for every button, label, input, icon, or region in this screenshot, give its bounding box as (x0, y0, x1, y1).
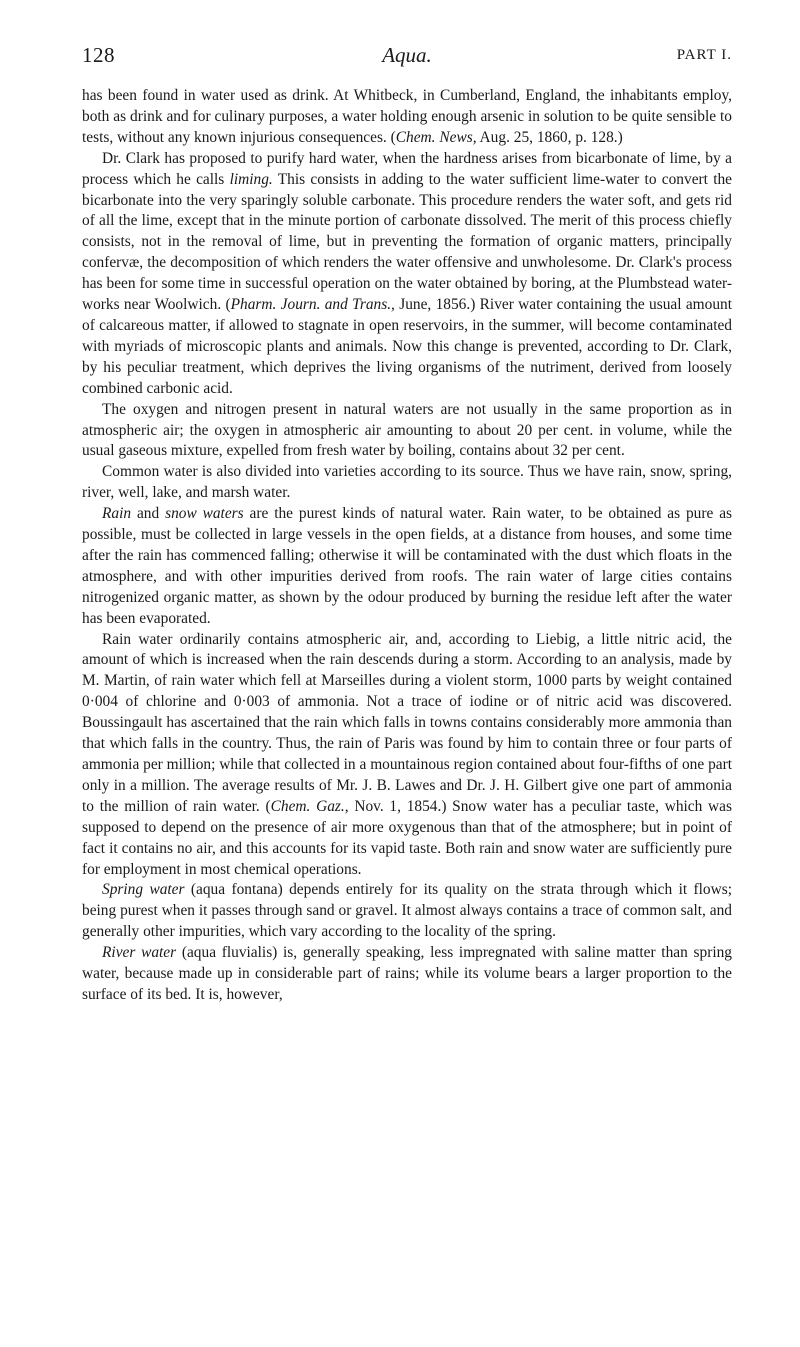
text-run: and (131, 505, 166, 523)
text-run: Nov. 1, 1854.) Snow water has a peculiar taste, which was supposed to depend on the presence of air more oxygenous than that of the atmosphere; but in point of fact it contains no air, and this accounts for its vapid taste. Both rain and snow water are sufficiently pure for employment in most chemical operations. (82, 797, 732, 878)
italic-text: River water (102, 944, 177, 962)
text-run: Common water is also divided into varieties according to its source. Thus we have rain, snow, spring, river, well, lake, and marsh water. (82, 463, 732, 502)
italic-text: liming. (229, 170, 273, 188)
italic-text: Rain (102, 505, 132, 523)
paragraph (82, 880, 732, 943)
text-run: Aug. 25, 1860, p. 128.) (476, 128, 623, 146)
text-run: (aqua fluvialis) is, generally speaking, less impregnated with saline matter than spring water, because made up in considerable part of rains; while its volume bears a larger proportion to the surface of its bed. It is, however, (82, 944, 732, 1003)
italic-text: Chem. News, (395, 128, 477, 146)
book-page (82, 40, 732, 1006)
text-run: June, 1856.) River water containing the usual amount of calcareous matter, if allowed to stagnate in open reservoirs, in the summer, will become contaminated with myriads of microscopic plants and animals. Now this change is prevented, according to Dr. Clark, by his peculiar treatment, which deprives the living organisms of the nutriment, derived from loosely combined carbonic acid. (82, 296, 732, 397)
paragraph (82, 149, 732, 400)
part-label: PART I. (676, 47, 732, 63)
body-text (82, 86, 732, 1006)
paragraph (82, 943, 732, 1006)
text-run: are the purest kinds of natural water. Rain water, to be obtained as pure as possible, must be collected in large vessels in the open fields, at a distance from houses, and some time after the rain has commenced falling; otherwise it will be contaminated with the dust which floats in the atmosphere, and with other impurities derived from roofs. The rain water of large cities contains nitrogenized organic matter, as shown by the odour produced by burning the residue left after the water has been evaporated. (82, 505, 733, 627)
running-title: Aqua. (382, 43, 432, 67)
text-run: The oxygen and nitrogen present in natural waters are not usually in the same proportion as in atmospheric air; the oxygen in atmospheric air amounting to about 20 per cent. in volume, while the usual gaseous mixture, expelled from fresh water by boiling, contains about 32 per cent. (82, 400, 732, 460)
paragraph (82, 504, 732, 629)
text-run: Rain water ordinarily contains atmospheric air, and, according to Liebig, a little nitric acid, the amount of which is increased when the rain descends during a storm. According to an analysis, made by M. Martin, of rain water which fell at Marseilles during a violent storm, 1000 parts by weight contained 0·004 of chlorine and 0·003 of ammonia. Not a trace of iodine or of nitric acid was discovered. Boussingault has ascertained that the rain which falls in towns contains considerably more ammonia than that which falls in the country. Thus, the rain of Paris was found by him to contain three or four parts of ammonia per million; while that collected in a mountainous region contained about four-fifths of one part only in a million. The average results of Mr. J. B. Lawes and Dr. J. H. Gilbert give one part of ammonia to the million of rain water. ( (82, 630, 732, 815)
italic-text: Chem. Gaz., (270, 797, 349, 815)
running-header (82, 40, 732, 70)
text-run: (aqua fontana) depends entirely for its quality on the strata through which it flows; being purest when it passes through sand or gravel. It almost always contains a trace of common salt, and generally other impurities, which vary according to the locality of the spring. (82, 881, 732, 941)
text-run: Dr. Clark has proposed to purify hard water, when the hardness arises from bicarbonate of lime, by a process which he calls (82, 149, 732, 188)
text-run: This consists in adding to the water sufficient lime-water to convert the bicarbonate into the very sparingly soluble carbonate. This procedure renders the water soft, and gets rid of all the lime, except that in the minute portion of carbonate dissolved. The merit of this process chiefly consists, not in the removal of lime, but in preventing the formation of organic matters, principally confervæ, the decomposition of which renders the water offensive and unwholesome. Dr. Clark's process has been for some time in successful operation on the water obtained by boring, at the Plumbstead water-works near Woolwich. ( (82, 170, 732, 314)
paragraph (82, 86, 732, 149)
paragraph (82, 630, 732, 881)
italic-text: snow waters (165, 505, 244, 523)
italic-text: Spring water (102, 881, 185, 899)
italic-text: Pharm. Journ. and Trans., (230, 296, 395, 314)
paragraph (82, 462, 732, 504)
text-run: has been found in water used as drink. At Whitbeck, in Cumberland, England, the inhabitants employ, both as drink and for culinary purposes, a water holding enough arsenic in solution to be quite sensible to tests, without any known injurious consequences. ( (82, 87, 732, 146)
page-number: 128 (82, 43, 115, 67)
paragraph (82, 400, 732, 463)
